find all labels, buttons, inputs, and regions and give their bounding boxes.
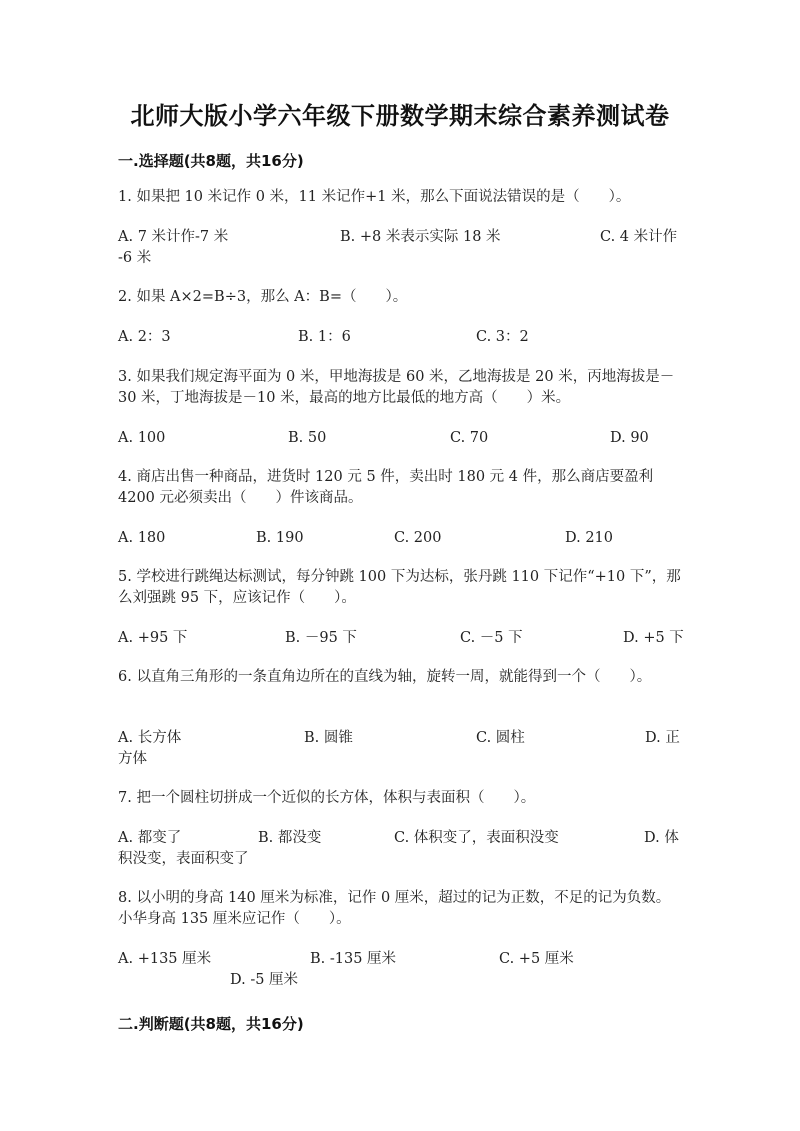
option-a: A. 长方体 <box>118 730 182 746</box>
option-b: B. 圆锥 <box>304 730 353 746</box>
option-d: D. -5 厘米 <box>230 972 299 988</box>
option-c: C. 200 <box>394 530 442 546</box>
question-8: 8. 以小明的身高 140 厘米为标准，记作 0 厘米，超过的记为正数，不足的记为负数。小华身高 135 厘米应记作（ ）。 <box>118 890 671 927</box>
option-d-continued: 积没变，表面积变了 <box>118 851 249 867</box>
option-d: D. 正 <box>645 730 680 746</box>
options-5 <box>118 628 684 670</box>
question-5: 5. 学校进行跳绳达标测试，每分钟跳 100 下为达标，张丹跳 110 下记作“+10 下”，那么刘强跳 95 下，应该记作（ ）。 <box>118 569 681 606</box>
option-c: C. 4 米计作 <box>600 229 678 245</box>
option-d: D. 90 <box>610 430 649 446</box>
question-6: 6. 以直角三角形的一条直角边所在的直线为轴，旋转一周，就能得到一个（ ）。 <box>118 669 652 685</box>
option-a: A. 2：3 <box>118 329 171 345</box>
option-a: A. 都变了 <box>118 830 182 846</box>
option-b: B. －95 下 <box>285 630 357 646</box>
question-2: 2. 如果 A×2=B÷3，那么 A：B=（ ）。 <box>118 289 408 305</box>
option-a: A. +95 下 <box>118 630 188 646</box>
question-1: 1. 如果把 10 米记作 0 米，11 米记作+1 米，那么下面说法错误的是（ ）。 <box>118 189 631 205</box>
section-heading-judgment: 二.判断题(共8题，共16分) <box>118 1015 304 1033</box>
options-6 <box>118 728 684 770</box>
option-c: C. 3：2 <box>476 329 529 345</box>
option-c: C. 70 <box>450 430 489 446</box>
option-d: D. 210 <box>565 530 614 546</box>
option-c: C. －5 下 <box>460 630 523 646</box>
option-d-continued: 方体 <box>118 751 147 767</box>
page-title: 北师大版小学六年级下册数学期末综合素养测试卷 <box>130 102 670 130</box>
option-a: A. 7 米计作-7 米 <box>118 229 229 245</box>
options-1 <box>118 227 684 269</box>
question-4: 4. 商店出售一种商品，进货时 120 元 5 件，卖出时 180 元 4 件，那么商店要盈利 4200 元必须卖出（ ）件该商品。 <box>118 469 654 506</box>
option-b: B. 190 <box>256 530 304 546</box>
option-c: C. 圆柱 <box>476 730 525 746</box>
options-8 <box>118 949 684 991</box>
options-7 <box>118 828 684 870</box>
option-b: B. 50 <box>288 430 327 446</box>
option-b: B. 1：6 <box>298 329 351 345</box>
option-c: C. +5 厘米 <box>499 951 574 967</box>
option-d: D. 体 <box>644 830 679 846</box>
section-heading-choice: 一.选择题(共8题，共16分) <box>118 152 304 170</box>
question-3: 3. 如果我们规定海平面为 0 米，甲地海拔是 60 米，乙地海拔是 20 米，丙地海拔是－30 米，丁地海拔是－10 米，最高的地方比最低的地方高（ ）米。 <box>118 369 675 406</box>
option-a: A. 100 <box>118 430 166 446</box>
option-b: B. 都没变 <box>258 830 322 846</box>
question-7: 7. 把一个圆柱切拼成一个近似的长方体，体积与表面积（ ）。 <box>118 790 536 806</box>
options-3 <box>118 428 684 470</box>
option-c: C. 体积变了，表面积没变 <box>394 830 559 846</box>
option-c-continued: -6 米 <box>118 250 152 266</box>
option-a: A. 180 <box>118 530 166 546</box>
option-b: B. -135 厘米 <box>310 951 397 967</box>
option-d: D. +5 下 <box>623 630 684 646</box>
options-2 <box>118 327 684 369</box>
options-4 <box>118 528 684 570</box>
option-a: A. +135 厘米 <box>118 951 212 967</box>
option-b: B. +8 米表示实际 18 米 <box>340 229 501 245</box>
